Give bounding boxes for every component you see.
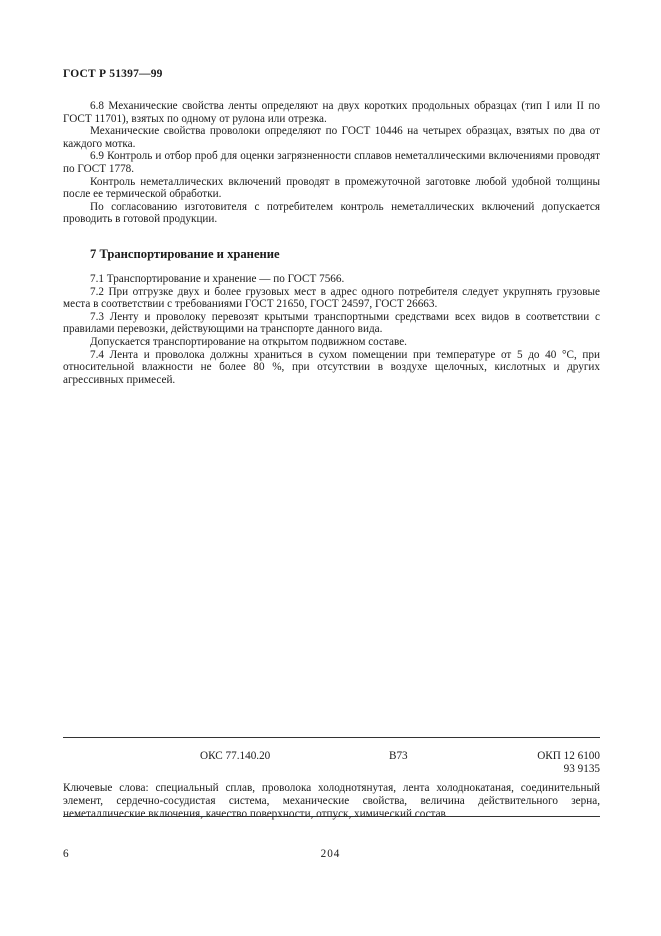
paragraph-6-9-agreement: По согласованию изготовителя с потребителем контроль неметаллических включений допускается проводить в готовой продукции. [63,200,600,226]
section-7-title: 7 Транспортирование и хранение [90,247,280,261]
top-divider [63,737,600,738]
oks-code: ОКС 77.140.20 [200,750,271,762]
keywords: Ключевые слова: специальный сплав, проволока холоднотянутая, лента холоднокатаная, соединительный элемент, сердечно-сосудистая система, механические свойства, величина действительного зерна, неметаллические включения, качество поверхности, отпуск, химический состав [63,782,600,820]
document-header: ГОСТ Р 51397—99 [63,68,163,80]
paragraph-7-4: 7.4 Лента и проволока должны храниться в сухом помещении при температуре от 5 до 40 °С, при относительной влажности не более 80 %, при отсутствии в воздухе щелочных, кислотных и других агрессивных примесей. [63,348,600,386]
paragraph-7-1: 7.1 Транспортирование и хранение — по ГОСТ 7566. [90,273,345,285]
paragraph-7-2: 7.2 При отгрузке двух и более грузовых мест в адрес одного потребителя следует укрупнять грузовые места в соответствии с требованиями ГОСТ 21650, ГОСТ 24597, ГОСТ 26663. [63,285,600,311]
bottom-divider [63,816,600,817]
paragraph-7-3: 7.3 Ленту и проволоку перевозят крытыми транспортными средствами всех видов в соответствии с правилами перевозки, действующими на транспорте данного вида. [63,310,600,336]
paragraph-7-3-open: Допускается транспортирование на открытом подвижном составе. [90,335,407,348]
paragraph-6-8-wire: Механические свойства проволоки определяют по ГОСТ 10446 на четырех образцах, взятых по два от каждого мотка. [63,125,600,150]
sheet-number: 204 [320,848,341,860]
paragraph-6-9-control: Контроль неметаллических включений проводят в промежуточной заготовке любой удобной толщины после ее термической обработки. [63,175,600,201]
paragraph-6-9: 6.9 Контроль и отбор проб для оценки загрязненности сплавов неметаллическими включениями проводят по ГОСТ 1778. [63,150,600,175]
paragraph-6-8: 6.8 Механические свойства ленты определяют на двух коротких продольных образцах (тип I или II по ГОСТ 11701), взятых по одному от рулона или отрезка. [63,100,600,125]
classifier-code: В73 [389,750,408,762]
page-number: 6 [63,848,69,860]
okp-code [537,750,600,776]
okp-line-1: ОКП 12 6100 [537,750,600,762]
section-7-body [63,273,600,386]
okp-line-2: 93 9135 [563,763,600,775]
section-6-body [63,100,600,226]
